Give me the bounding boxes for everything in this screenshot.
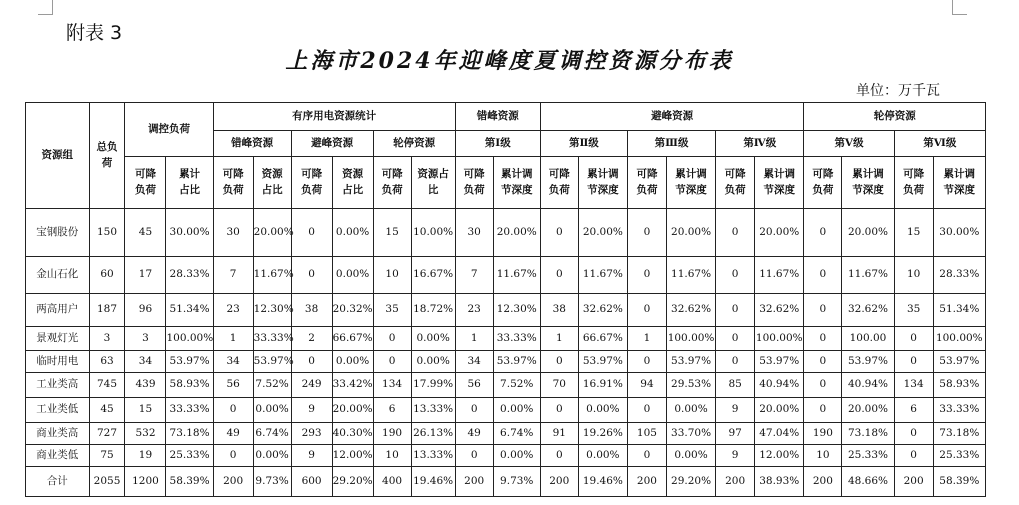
table-cell: 16.91% <box>578 373 627 398</box>
table-cell: 16.67% <box>411 257 455 294</box>
table-cell: 7.52% <box>253 373 291 398</box>
table-cell: 0 <box>540 257 578 294</box>
table-cell: 1200 <box>125 467 166 497</box>
resource-table <box>25 102 986 497</box>
subheader-cell: 资源占 比 <box>411 157 455 209</box>
table-cell: 23 <box>213 294 253 327</box>
header-lunting: 轮停资源 <box>373 131 455 157</box>
table-cell: 96 <box>125 294 166 327</box>
table-cell: 0 <box>716 351 755 373</box>
table-cell: 0 <box>455 398 493 423</box>
table-cell: 28.33% <box>933 257 985 294</box>
table-cell: 25.33% <box>166 445 213 467</box>
table-cell: 2 <box>291 327 332 351</box>
table-cell: 20.00% <box>666 209 715 257</box>
table-cell: 45 <box>89 398 125 423</box>
header-level-5: 第Ⅴ级 <box>804 131 894 157</box>
table-cell: 73.18% <box>842 423 894 445</box>
table-cell: 293 <box>291 423 332 445</box>
table-cell: 38.93% <box>755 467 804 497</box>
table-cell: 0 <box>804 373 842 398</box>
table-cell: 400 <box>373 467 411 497</box>
table-cell: 0 <box>627 294 666 327</box>
table-cell: 49 <box>213 423 253 445</box>
table-cell: 200 <box>627 467 666 497</box>
header-lunting-top: 轮停资源 <box>804 103 986 131</box>
table-cell: 23 <box>455 294 493 327</box>
table-row <box>26 257 986 294</box>
subheader-cell: 可降 负荷 <box>291 157 332 209</box>
table-cell: 45 <box>125 209 166 257</box>
table-cell: 29.20% <box>666 467 715 497</box>
table-cell: 727 <box>89 423 125 445</box>
table-cell: 51.34% <box>933 294 985 327</box>
table-cell: 0 <box>291 209 332 257</box>
subheader-cell: 累计调 节深度 <box>755 157 804 209</box>
table-cell: 6.74% <box>493 423 540 445</box>
table-cell: 1 <box>540 327 578 351</box>
header-ctrl: 调控负荷 <box>125 103 213 157</box>
table-cell: 13.33% <box>411 398 455 423</box>
table-cell: 20.00% <box>842 209 894 257</box>
table-cell: 0 <box>540 445 578 467</box>
table-cell: 35 <box>373 294 411 327</box>
table-cell: 20.00% <box>578 209 627 257</box>
table-cell: 11.67% <box>253 257 291 294</box>
table-cell: 9.73% <box>253 467 291 497</box>
table-cell: 187 <box>89 294 125 327</box>
table-cell: 38 <box>540 294 578 327</box>
table-cell: 35 <box>894 294 933 327</box>
table-cell: 30 <box>213 209 253 257</box>
table-cell: 0 <box>373 327 411 351</box>
table-cell: 25.33% <box>933 445 985 467</box>
header-group: 资源组 <box>26 103 90 209</box>
table-row <box>26 423 986 445</box>
table-cell: 58.39% <box>166 467 213 497</box>
table-cell: 19.46% <box>578 467 627 497</box>
row-label: 合计 <box>26 467 90 497</box>
table-cell: 0.00% <box>493 445 540 467</box>
header-level-1: 第Ⅰ级 <box>455 131 540 157</box>
table-cell: 3 <box>125 327 166 351</box>
table-cell: 94 <box>627 373 666 398</box>
table-cell: 6 <box>894 398 933 423</box>
table-cell: 0 <box>627 257 666 294</box>
table-cell: 12.00% <box>755 445 804 467</box>
table-cell: 0 <box>716 294 755 327</box>
table-cell: 0 <box>716 257 755 294</box>
table-cell: 20.00% <box>842 398 894 423</box>
row-label: 宝钢股份 <box>26 209 90 257</box>
subheader-cell: 资源 占比 <box>253 157 291 209</box>
table-cell: 0 <box>627 445 666 467</box>
subheader-cell: 可降 负荷 <box>627 157 666 209</box>
corner-mark-right <box>952 0 967 15</box>
table-cell: 0 <box>540 209 578 257</box>
table-cell: 18.72% <box>411 294 455 327</box>
table-cell: 100.00% <box>166 327 213 351</box>
table-cell: 20.00% <box>253 209 291 257</box>
table-cell: 0.00% <box>253 398 291 423</box>
table-row <box>26 294 986 327</box>
row-label: 金山石化 <box>26 257 90 294</box>
subheader-cell: 可降 负荷 <box>540 157 578 209</box>
table-cell: 249 <box>291 373 332 398</box>
table-cell: 105 <box>627 423 666 445</box>
subheader-cell: 累计调 节深度 <box>933 157 985 209</box>
table-cell: 0.00% <box>411 327 455 351</box>
table-cell: 33.33% <box>493 327 540 351</box>
table-cell: 19.46% <box>411 467 455 497</box>
table-cell: 134 <box>894 373 933 398</box>
table-cell: 66.67% <box>332 327 373 351</box>
table-cell: 0.00% <box>332 351 373 373</box>
table-cell: 20.32% <box>332 294 373 327</box>
table-cell: 0 <box>716 327 755 351</box>
table-cell: 7 <box>213 257 253 294</box>
table-cell: 0 <box>716 209 755 257</box>
table-cell: 30.00% <box>933 209 985 257</box>
table-cell: 0 <box>627 398 666 423</box>
table-cell: 11.67% <box>666 257 715 294</box>
table-cell: 97 <box>716 423 755 445</box>
table-cell: 73.18% <box>933 423 985 445</box>
table-cell: 9.73% <box>493 467 540 497</box>
header-total: 总负 荷 <box>89 103 125 209</box>
header-level-4: 第Ⅳ级 <box>716 131 804 157</box>
table-cell: 66.67% <box>578 327 627 351</box>
table-cell: 11.67% <box>578 257 627 294</box>
table-cell: 34 <box>455 351 493 373</box>
table-cell: 20.00% <box>332 398 373 423</box>
table-cell: 0.00% <box>666 445 715 467</box>
table-cell: 9 <box>716 398 755 423</box>
table-row <box>26 445 986 467</box>
table-cell: 40.30% <box>332 423 373 445</box>
header-level-3: 第Ⅲ级 <box>627 131 715 157</box>
table-cell: 0 <box>894 445 933 467</box>
header-cuofeng-top: 错峰资源 <box>455 103 540 131</box>
row-label: 两高用户 <box>26 294 90 327</box>
table-cell: 0.00% <box>578 398 627 423</box>
table-cell: 26.13% <box>411 423 455 445</box>
table-cell: 12.30% <box>253 294 291 327</box>
table-cell: 134 <box>373 373 411 398</box>
table-cell: 0.00% <box>332 209 373 257</box>
table-cell: 0 <box>213 398 253 423</box>
table-cell: 53.97% <box>842 351 894 373</box>
table-cell: 9 <box>291 445 332 467</box>
table-cell: 10 <box>373 257 411 294</box>
table-cell: 38 <box>291 294 332 327</box>
table-cell: 0 <box>455 445 493 467</box>
table-cell: 58.39% <box>933 467 985 497</box>
table-cell: 40.94% <box>842 373 894 398</box>
table-cell: 28.33% <box>166 257 213 294</box>
row-label: 工业类低 <box>26 398 90 423</box>
table-cell: 6.74% <box>253 423 291 445</box>
header-bifeng-top: 避峰资源 <box>540 103 804 131</box>
table-cell: 91 <box>540 423 578 445</box>
table-cell: 53.97% <box>666 351 715 373</box>
table-cell: 29.20% <box>332 467 373 497</box>
corner-mark-left <box>38 0 53 15</box>
table-cell: 51.34% <box>166 294 213 327</box>
table-cell: 53.97% <box>578 351 627 373</box>
table-cell: 53.97% <box>493 351 540 373</box>
subheader-cell: 可降 负荷 <box>455 157 493 209</box>
header-level-2: 第Ⅱ级 <box>540 131 627 157</box>
table-cell: 0 <box>894 327 933 351</box>
table-cell: 85 <box>716 373 755 398</box>
table-cell: 17.99% <box>411 373 455 398</box>
table-cell: 0 <box>804 209 842 257</box>
table-cell: 34 <box>125 351 166 373</box>
table-cell: 7.52% <box>493 373 540 398</box>
subheader-cell: 累计调 节深度 <box>578 157 627 209</box>
table-row <box>26 373 986 398</box>
subheader-cell: 可降 负荷 <box>125 157 166 209</box>
table-cell: 10 <box>804 445 842 467</box>
table-cell: 0 <box>540 351 578 373</box>
table-cell: 0 <box>804 294 842 327</box>
table-cell: 15 <box>894 209 933 257</box>
table-cell: 0 <box>804 351 842 373</box>
row-label: 商业类低 <box>26 445 90 467</box>
table-cell: 53.97% <box>253 351 291 373</box>
row-label: 商业类高 <box>26 423 90 445</box>
table-cell: 7 <box>455 257 493 294</box>
table-cell: 200 <box>804 467 842 497</box>
table-cell: 33.33% <box>253 327 291 351</box>
table-cell: 25.33% <box>842 445 894 467</box>
table-cell: 75 <box>89 445 125 467</box>
table-row <box>26 467 986 497</box>
header-level-6: 第Ⅵ级 <box>894 131 985 157</box>
table-cell: 190 <box>373 423 411 445</box>
table-cell: 200 <box>894 467 933 497</box>
table-cell: 200 <box>455 467 493 497</box>
table-cell: 30.00% <box>166 209 213 257</box>
table-cell: 33.42% <box>332 373 373 398</box>
table-cell: 56 <box>455 373 493 398</box>
table-cell: 49 <box>455 423 493 445</box>
table-cell: 20.00% <box>755 209 804 257</box>
subheader-cell: 累计调 节深度 <box>666 157 715 209</box>
table-cell: 12.00% <box>332 445 373 467</box>
subheader-cell: 可降 负荷 <box>213 157 253 209</box>
table-cell: 48.66% <box>842 467 894 497</box>
subheader-cell: 可降 负荷 <box>804 157 842 209</box>
table-cell: 0.00% <box>666 398 715 423</box>
table-cell: 12.30% <box>493 294 540 327</box>
table-cell: 58.93% <box>166 373 213 398</box>
row-label: 工业类高 <box>26 373 90 398</box>
table-cell: 9 <box>716 445 755 467</box>
table-row <box>26 209 986 257</box>
table-cell: 53.97% <box>166 351 213 373</box>
subheader-row <box>26 157 986 209</box>
table-row <box>26 398 986 423</box>
table-cell: 0 <box>804 398 842 423</box>
table-cell: 32.62% <box>755 294 804 327</box>
table-cell: 32.62% <box>578 294 627 327</box>
table-cell: 150 <box>89 209 125 257</box>
table-cell: 100.00% <box>666 327 715 351</box>
table-cell: 6 <box>373 398 411 423</box>
table-cell: 0.00% <box>332 257 373 294</box>
header-bifeng: 避峰资源 <box>291 131 373 157</box>
table-cell: 60 <box>89 257 125 294</box>
unit-label: 单位：万千瓦 <box>856 83 940 99</box>
table-cell: 47.04% <box>755 423 804 445</box>
header-cuofeng: 错峰资源 <box>213 131 291 157</box>
table-cell: 70 <box>540 373 578 398</box>
table-cell: 11.67% <box>493 257 540 294</box>
table-cell: 10.00% <box>411 209 455 257</box>
subheader-cell: 可降 负荷 <box>373 157 411 209</box>
table-cell: 63 <box>89 351 125 373</box>
table-cell: 100.00% <box>755 327 804 351</box>
table-cell: 0 <box>894 423 933 445</box>
table-cell: 56 <box>213 373 253 398</box>
table-cell: 17 <box>125 257 166 294</box>
table-cell: 20.00% <box>493 209 540 257</box>
table-cell: 600 <box>291 467 332 497</box>
subheader-cell: 资源 占比 <box>332 157 373 209</box>
subheader-cell: 累计调 节深度 <box>493 157 540 209</box>
table-cell: 34 <box>213 351 253 373</box>
table-cell: 200 <box>540 467 578 497</box>
table-cell: 100.00 <box>842 327 894 351</box>
table-cell: 0.00% <box>411 351 455 373</box>
table-cell: 10 <box>373 445 411 467</box>
table-cell: 53.97% <box>933 351 985 373</box>
page-title: 上海市2024年迎峰度夏调控资源分布表 <box>285 48 734 74</box>
table-cell: 200 <box>716 467 755 497</box>
table-cell: 0.00% <box>493 398 540 423</box>
table-cell: 1 <box>627 327 666 351</box>
row-label: 临时用电 <box>26 351 90 373</box>
table-cell: 0 <box>540 398 578 423</box>
table-cell: 0 <box>627 209 666 257</box>
table-cell: 3 <box>89 327 125 351</box>
table-cell: 15 <box>373 209 411 257</box>
table-cell: 0 <box>894 351 933 373</box>
table-cell: 73.18% <box>166 423 213 445</box>
table-cell: 19.26% <box>578 423 627 445</box>
table-cell: 0 <box>213 445 253 467</box>
table-cell: 0 <box>291 351 332 373</box>
table-cell: 0 <box>804 257 842 294</box>
table-cell: 0.00% <box>578 445 627 467</box>
table-cell: 15 <box>125 398 166 423</box>
table-cell: 13.33% <box>411 445 455 467</box>
table-row <box>26 351 986 373</box>
table-cell: 439 <box>125 373 166 398</box>
table-cell: 0 <box>627 351 666 373</box>
table-row <box>26 327 986 351</box>
table-cell: 532 <box>125 423 166 445</box>
table-cell: 32.62% <box>666 294 715 327</box>
table-cell: 40.94% <box>755 373 804 398</box>
table-cell: 1 <box>455 327 493 351</box>
table-cell: 58.93% <box>933 373 985 398</box>
table-cell: 10 <box>894 257 933 294</box>
table-cell: 1 <box>213 327 253 351</box>
appendix-label: 附表 3 <box>66 22 123 44</box>
table-cell: 29.53% <box>666 373 715 398</box>
table-cell: 200 <box>213 467 253 497</box>
table-cell: 2055 <box>89 467 125 497</box>
table-cell: 30 <box>455 209 493 257</box>
row-label: 景观灯光 <box>26 327 90 351</box>
table-cell: 0.00% <box>253 445 291 467</box>
table-cell: 20.00% <box>755 398 804 423</box>
header-ordered: 有序用电资源统计 <box>213 103 455 131</box>
table-cell: 100.00% <box>933 327 985 351</box>
table-cell: 9 <box>291 398 332 423</box>
table-cell: 33.70% <box>666 423 715 445</box>
table-cell: 745 <box>89 373 125 398</box>
table-cell: 0 <box>291 257 332 294</box>
table-cell: 190 <box>804 423 842 445</box>
table-cell: 33.33% <box>166 398 213 423</box>
table-cell: 11.67% <box>755 257 804 294</box>
table-cell: 53.97% <box>755 351 804 373</box>
table-cell: 32.62% <box>842 294 894 327</box>
table-cell: 0 <box>373 351 411 373</box>
subheader-cell: 累计 占比 <box>166 157 213 209</box>
table-cell: 33.33% <box>933 398 985 423</box>
subheader-cell: 可降 负荷 <box>716 157 755 209</box>
table-cell: 0 <box>804 327 842 351</box>
subheader-cell: 累计调 节深度 <box>842 157 894 209</box>
table-cell: 19 <box>125 445 166 467</box>
table-cell: 11.67% <box>842 257 894 294</box>
subheader-cell: 可降 负荷 <box>894 157 933 209</box>
